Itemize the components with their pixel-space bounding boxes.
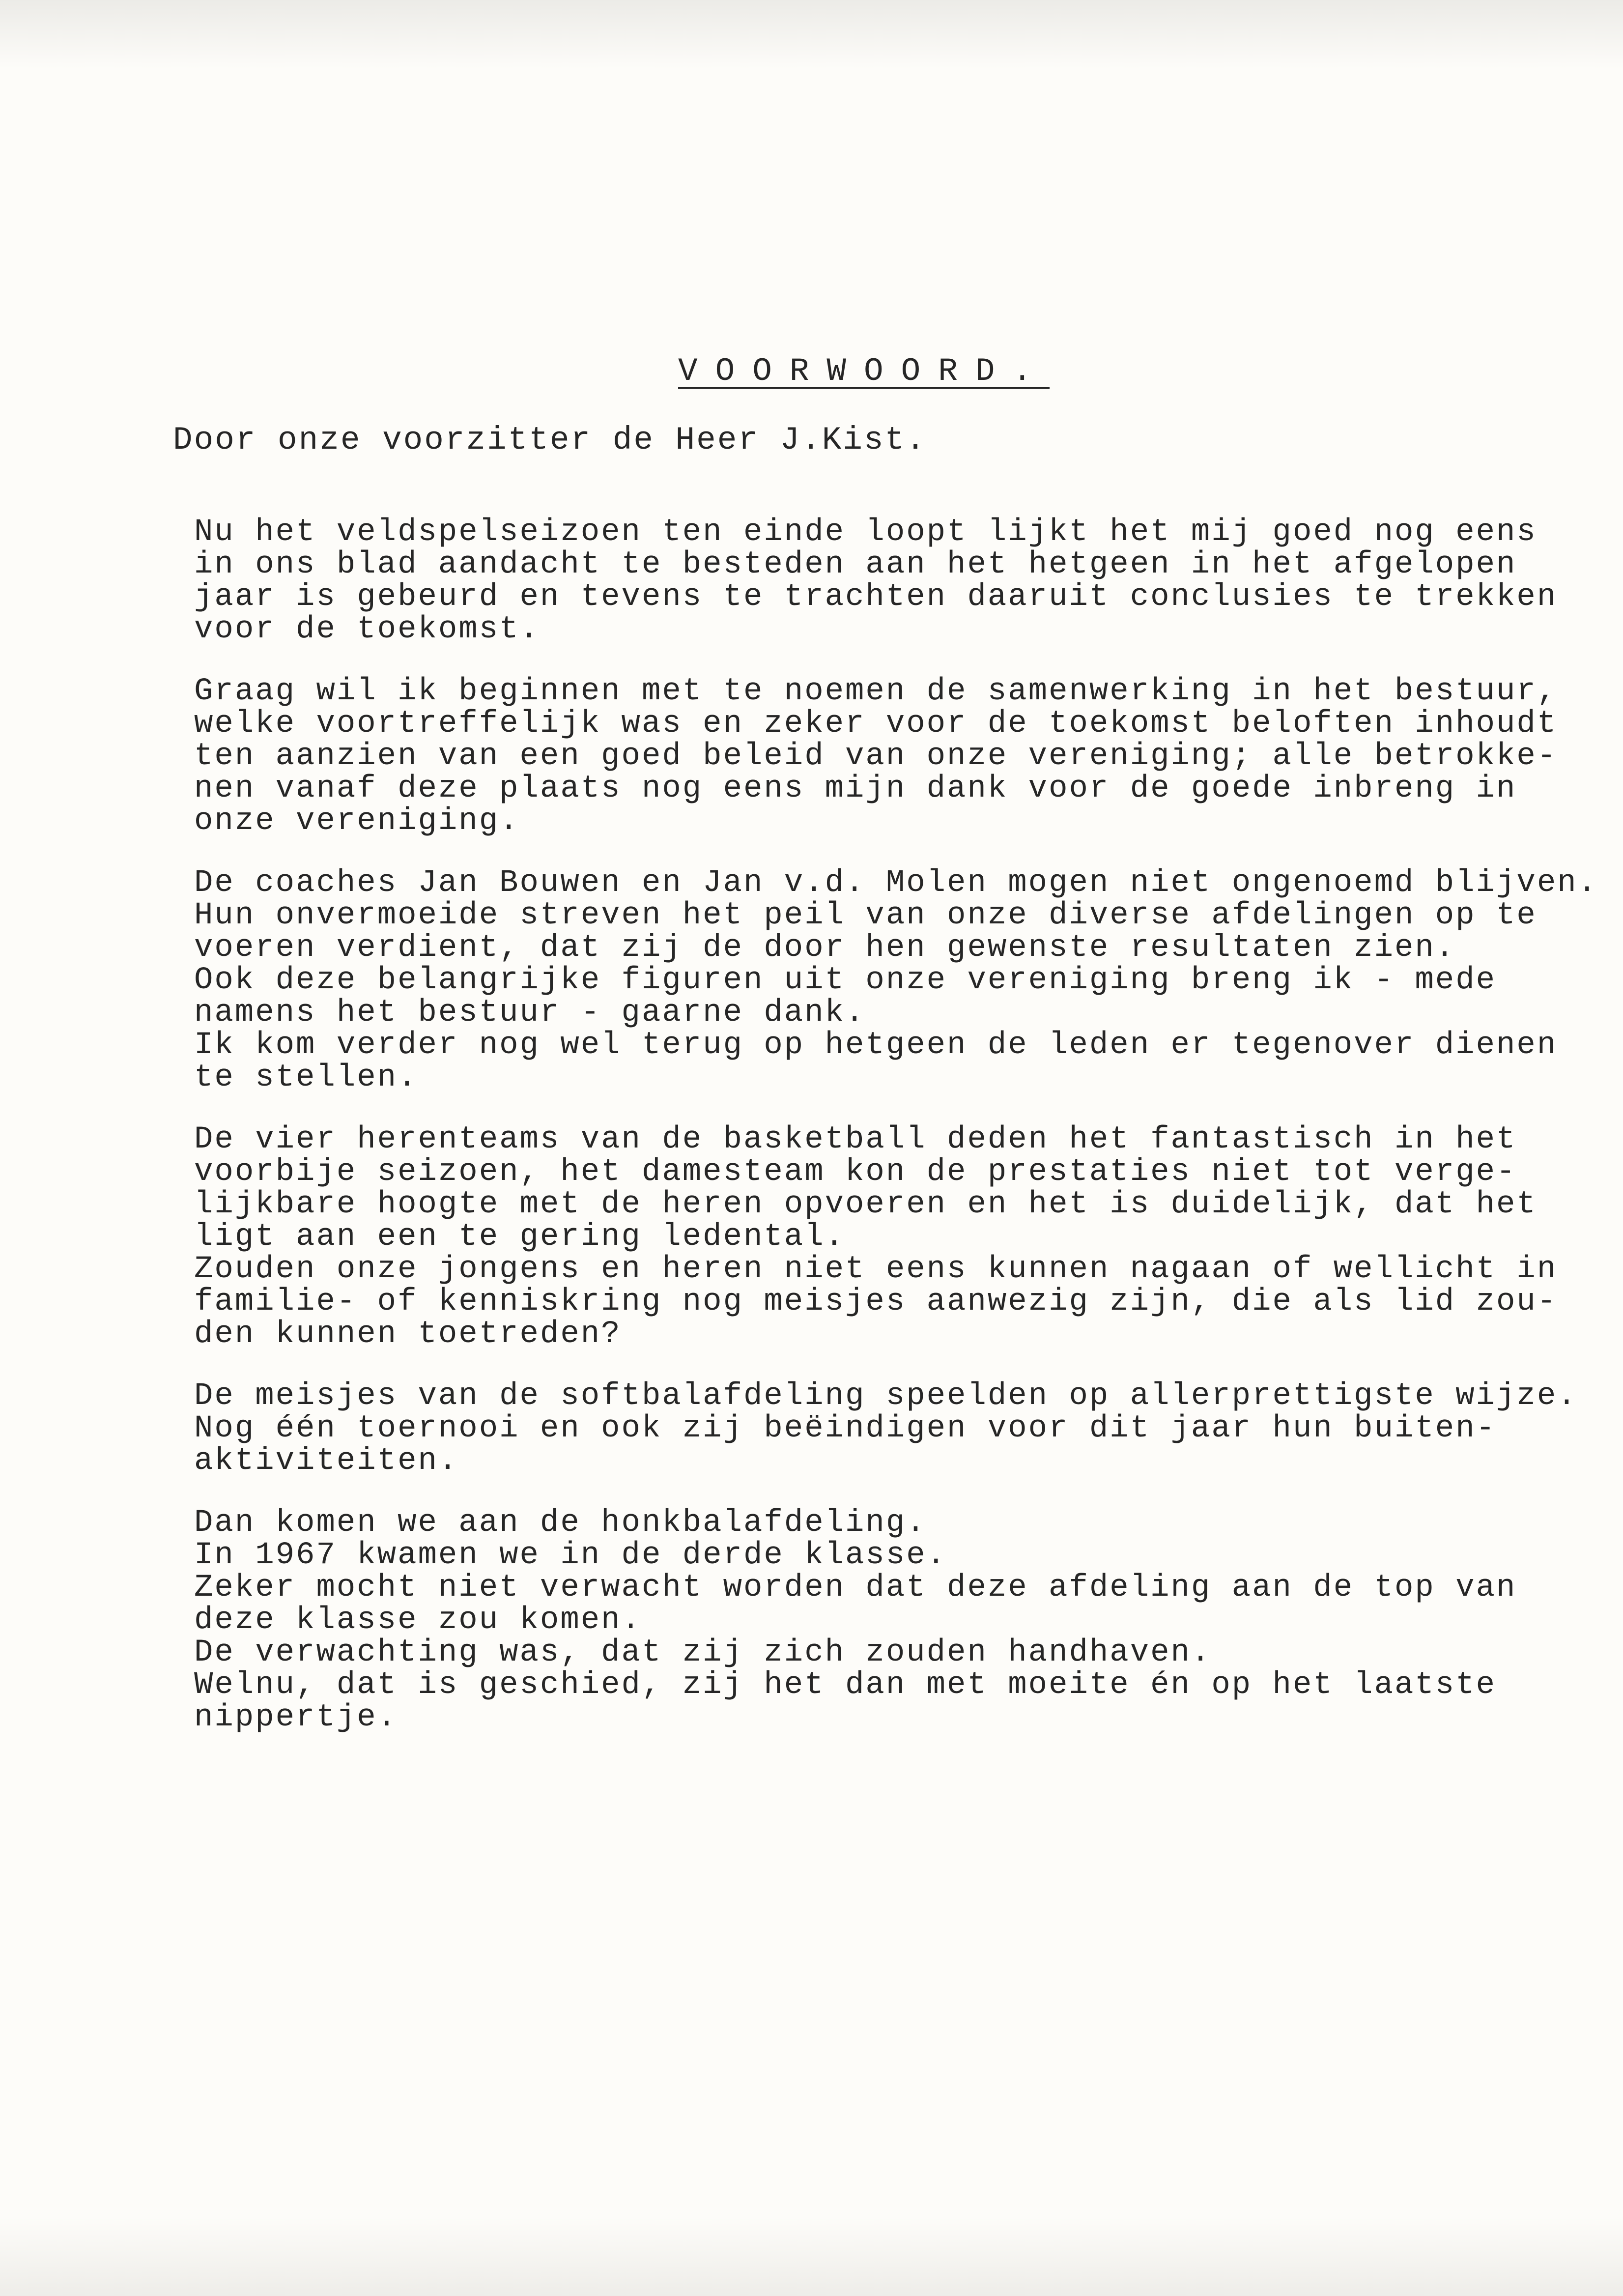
paragraph: [194, 1507, 1590, 1734]
text-line: Zeker mocht niet verwacht worden dat deze afdeling aan de top van: [194, 1570, 1517, 1606]
text-line: Dan komen we aan de honkbalafdeling.: [194, 1505, 927, 1541]
text-line: nen vanaf deze plaats nog eens mijn dank voor de goede inbreng in: [194, 771, 1517, 806]
text-line: te stellen.: [194, 1060, 418, 1095]
paragraph: [194, 1380, 1590, 1477]
text-line: voor de toekomst.: [194, 612, 540, 647]
text-line: voorbije seizoen, het damesteam kon de prestaties niet tot verge-: [194, 1154, 1517, 1190]
text-line: De coaches Jan Bouwen en Jan v.d. Molen mogen niet ongenoemd blijven.: [194, 865, 1598, 901]
paragraph: [194, 675, 1590, 837]
text-line: ligt aan een te gering ledental.: [194, 1219, 845, 1255]
text-line: Nu het veldspelseizoen ten einde loopt lijkt het mij goed nog eens: [194, 515, 1537, 550]
text-line: Graag wil ik beginnen met te noemen de samenwerking in het bestuur,: [194, 674, 1558, 709]
text-line: deze klasse zou komen.: [194, 1603, 642, 1638]
paragraph: [194, 516, 1590, 646]
text-line: nippertje.: [194, 1700, 398, 1735]
text-line: familie- of kenniskring nog meisjes aanwezig zijn, die als lid zou-: [194, 1284, 1558, 1320]
text-line: Nog één toernooi en ook zij beëindigen voor dit jaar hun buiten-: [194, 1411, 1496, 1446]
text-line: aktiviteiten.: [194, 1443, 459, 1479]
text-line: Ik kom verder nog wel terug op hetgeen de leden er tegenover dienen: [194, 1028, 1558, 1063]
document-title: VOORWOORD.: [678, 353, 1050, 390]
text-line: Zouden onze jongens en heren niet eens kunnen nagaan of wellicht in: [194, 1252, 1558, 1287]
text-line: In 1967 kwamen we in de derde klasse.: [194, 1538, 947, 1573]
paragraph: [194, 865, 1598, 1095]
text-line: in ons blad aandacht te besteden aan het hetgeen in het afgelopen: [194, 547, 1517, 582]
text-line: De meisjes van de softbalafdeling speelden op allerprettigste wijze.: [194, 1378, 1578, 1414]
scan-edge-bottom: [0, 2217, 1623, 2296]
text-line: voeren verdient, dat zij de door hen gewenste resultaten zien.: [194, 930, 1456, 966]
text-line: De vier herenteams van de basketball deden het fantastisch in het: [194, 1122, 1517, 1157]
text-line: namens het bestuur - gaarne dank.: [194, 995, 866, 1031]
document-body: [194, 515, 1598, 1763]
text-line: Welnu, dat is geschied, zij het dan met moeite én op het laatste: [194, 1667, 1496, 1703]
text-line: De verwachting was, dat zij zich zouden handhaven.: [194, 1635, 1212, 1670]
text-line: lijkbare hoogte met de heren opvoeren en het is duidelijk, dat het: [194, 1187, 1537, 1222]
text-line: jaar is gebeurd en tevens te trachten daaruit conclusies te trekken: [194, 579, 1558, 615]
scan-edge-top: [0, 0, 1623, 69]
text-line: den kunnen toetreden?: [194, 1317, 622, 1352]
text-line: welke voortreffelijk was en zeker voor de toekomst beloften inhoudt: [194, 706, 1558, 742]
document-byline: Door onze voorzitter de Heer J.Kist.: [173, 422, 927, 459]
text-line: Hun onvermoeide streven het peil van onze diverse afdelingen op te: [194, 898, 1537, 933]
text-line: onze vereniging.: [194, 804, 520, 839]
text-line: Ook deze belangrijke figuren uit onze vereniging breng ik - mede: [194, 963, 1496, 998]
paragraph: [194, 1123, 1590, 1350]
text-line: ten aanzien van een goed beleid van onze vereniging; alle betrokke-: [194, 739, 1558, 774]
